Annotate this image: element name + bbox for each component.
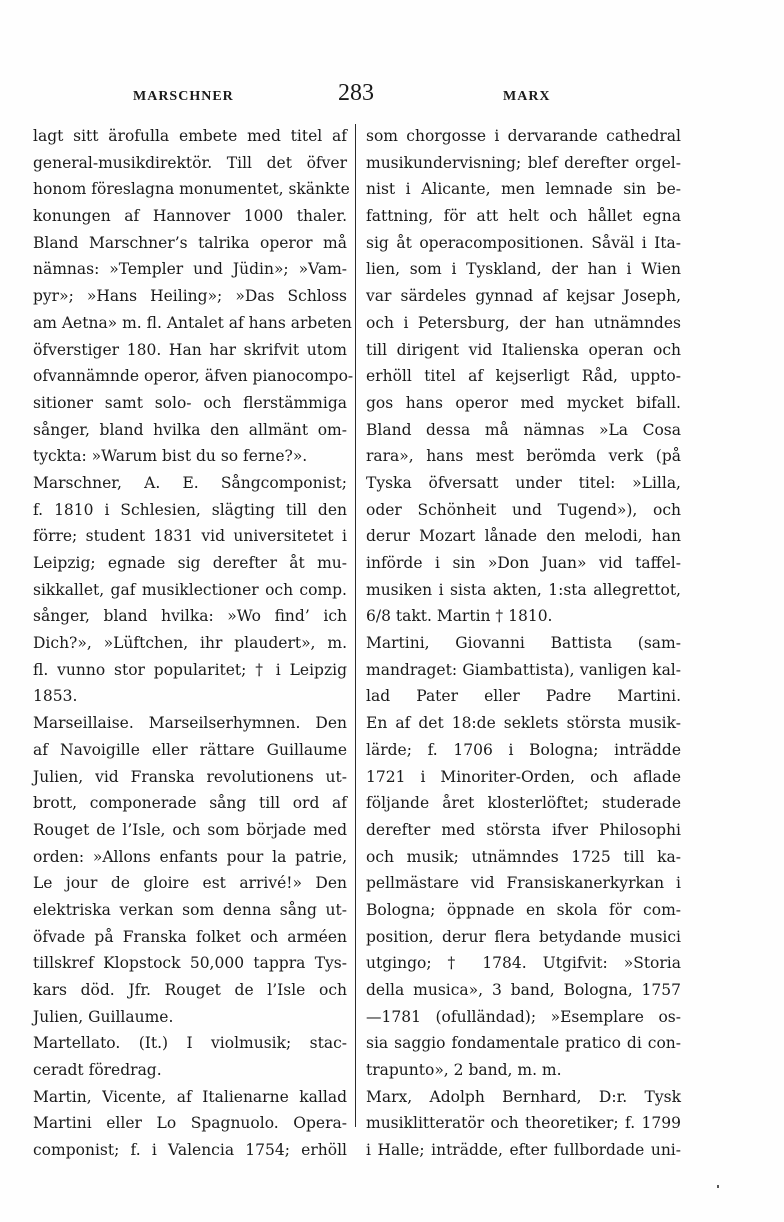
text-line: kars död. Jfr. Rouget de l’Isle och xyxy=(33,981,347,999)
text-line: 1721 i Minoriter-Orden, och aflade xyxy=(366,767,681,786)
text-line: nämnas: »Templer und Jüdin»; »Vam- xyxy=(33,260,347,279)
text-line: derefter med största ifver Philosophi xyxy=(366,820,681,839)
text-line: honom föreslagna monumentet, skänkte xyxy=(33,180,350,199)
text-line: nist i Alicante, men lemnade sin be- xyxy=(366,180,681,199)
text-line: fl. vunno stor popularitet; † i Leipzig xyxy=(33,660,347,679)
left-column xyxy=(33,123,354,1164)
text-line: lad Pater eller Padre Martini. xyxy=(366,687,681,706)
text-line: 6/8 takt. Martin † 1810. xyxy=(366,607,553,626)
entry-line: Marx, Adolph Bernhard, D:r. Tysk xyxy=(366,1087,681,1106)
text-line: brott, componerade sång till ord af xyxy=(33,794,347,813)
running-head-left: MARSCHNER xyxy=(133,89,234,104)
entry-line: Martini, Giovanni Battista (sam- xyxy=(366,634,681,653)
text-line: tillskref Klopstock 50,000 tappra Tys- xyxy=(33,954,347,973)
entry-line: Martin, Vicente, af Italienarne kallad xyxy=(33,1087,347,1106)
text-line: oder Schönheit und Tugend»), och xyxy=(366,500,681,519)
text-line: 1853. xyxy=(33,687,78,706)
text-line: konungen af Hannover 1000 thaler. xyxy=(33,207,347,226)
text-line: sig åt operacompositionen. Såväl i Ita- xyxy=(366,233,681,252)
text-line: som chorgosse i dervarande cathedral xyxy=(366,127,681,145)
text-line: Bologna; öppnade en skola för com- xyxy=(366,900,681,919)
text-line: Julien, vid Franska revolutionens ut- xyxy=(33,767,347,786)
text-line: till dirigent vid Italienska operan och xyxy=(366,340,681,359)
text-line: var särdeles gynnad af kejsar Joseph, xyxy=(366,287,681,306)
text-line: position, derur flera betydande musici xyxy=(366,927,681,946)
text-line: mandraget: Giambattista), vanligen kal- xyxy=(366,660,681,679)
running-head-right: MARX xyxy=(503,89,551,104)
text-line: och musik; utnämndes 1725 till ka- xyxy=(366,847,681,866)
text-line: trapunto», 2 band, m. m. xyxy=(366,1061,562,1080)
text-line: orden: »Allons enfants pour la patrie, xyxy=(33,847,347,866)
text-line: general-musikdirektör. Till det öfver xyxy=(33,153,347,172)
text-line: musikundervisning; blef derefter orgel- xyxy=(366,153,681,172)
text-line: af Navoigille eller rättare Guillaume xyxy=(33,740,347,759)
text-line: elektriska verkan som denna sång ut- xyxy=(33,900,347,919)
text-line: f. 1810 i Schlesien, slägting till den xyxy=(33,500,347,519)
text-line: della musica», 3 band, Bologna, 1757 xyxy=(366,981,681,999)
text-line: Dich?», »Lüftchen, ihr plaudert», m. xyxy=(33,634,347,653)
text-line: pyr»; »Hans Heiling»; »Das Schloss xyxy=(33,287,347,306)
text-line: Leipzig; egnade sig derefter åt mu- xyxy=(33,554,347,572)
entry-line: Marseillaise. Marseilserhymnen. Den xyxy=(33,714,347,733)
text-line: förre; student 1831 vid universitetet i xyxy=(33,527,347,546)
page-number: 283 xyxy=(338,80,374,106)
text-line: musiklitteratör och theoretiker; f. 1799 xyxy=(366,1114,681,1133)
text-line: tyckta: »Warum bist du so ferne?». xyxy=(33,447,308,466)
text-line: Le jour de gloire est arrivé!» Den xyxy=(33,874,347,893)
text-line: fattning, för att helt och hållet egna xyxy=(366,207,681,226)
text-line: sia saggio fondamentale pratico di con- xyxy=(366,1034,681,1053)
text-line: En af det 18:de seklets största musik- xyxy=(366,714,681,733)
text-line: pellmästare vid Fransiskanerkyrkan i xyxy=(366,874,681,893)
text-line: —1781 (ofulländad); »Esemplare os- xyxy=(366,1007,681,1026)
text-line: lien, som i Tyskland, der han i Wien xyxy=(366,260,681,279)
right-column xyxy=(366,123,681,1164)
text-line: gos hans operor med mycket bifall. xyxy=(366,393,681,412)
text-line: följande året klosterlöftet; studerade xyxy=(366,794,681,813)
column-rule xyxy=(355,124,356,1127)
text-line: ceradt föredrag. xyxy=(33,1061,162,1080)
text-line: utgingo; † 1784. Utgifvit: »Storia xyxy=(366,954,681,973)
entry-line: Marschner, A. E. Sångcomponist; xyxy=(33,473,347,492)
text-line: lärde; f. 1706 i Bologna; inträdde xyxy=(366,740,681,759)
text-line: lagt sitt ärofulla embete med titel af xyxy=(33,127,347,145)
text-line: Bland Marschner’s talrika operor må xyxy=(33,233,347,252)
text-line: sikkallet, gaf musiklectioner och comp. xyxy=(33,580,347,599)
entry-line: Martellato. (It.) I violmusik; stac- xyxy=(33,1034,347,1053)
text-line: öfvade på Franska folket och arméen xyxy=(33,927,347,946)
text-line: rara», hans mest berömda verk (på xyxy=(366,447,681,466)
text-line: derur Mozart lånade den melodi, han xyxy=(366,527,681,546)
text-line: Bland dessa må nämnas »La Cosa xyxy=(366,420,681,439)
text-line: öfverstiger 180. Han har skrifvit utom xyxy=(33,340,347,359)
text-line: sånger, bland hvilka: »Wo find’ ich xyxy=(33,607,347,626)
text-line: Julien, Guillaume. xyxy=(33,1007,174,1026)
text-line: ofvannämnde operor, äfven pianocompo- xyxy=(33,367,354,386)
text-line: am Aetna» m. fl. Antalet af hans arbeten xyxy=(33,313,352,332)
text-line: i Halle; inträdde, efter fullbordade uni- xyxy=(366,1141,681,1160)
text-line: erhöll titel af kejserligt Råd, uppto- xyxy=(366,367,681,386)
text-line: Martini eller Lo Spagnuolo. Opera- xyxy=(33,1114,347,1133)
text-line: sånger, bland hvilka den allmänt om- xyxy=(33,420,347,439)
text-line: Tyska öfversatt under titel: »Lilla, xyxy=(366,473,681,492)
text-line: musiken i sista akten, 1:sta allegrettot, xyxy=(366,580,681,599)
print-speck xyxy=(717,1185,719,1188)
text-line: sitioner samt solo- och flerstämmiga xyxy=(33,393,347,412)
text-line: componist; f. i Valencia 1754; erhöll xyxy=(33,1141,347,1160)
text-line: och i Petersburg, der han utnämndes xyxy=(366,313,681,332)
text-line: införde i sin »Don Juan» vid taffel- xyxy=(366,554,681,572)
text-line: Rouget de l’Isle, och som började med xyxy=(33,820,347,839)
